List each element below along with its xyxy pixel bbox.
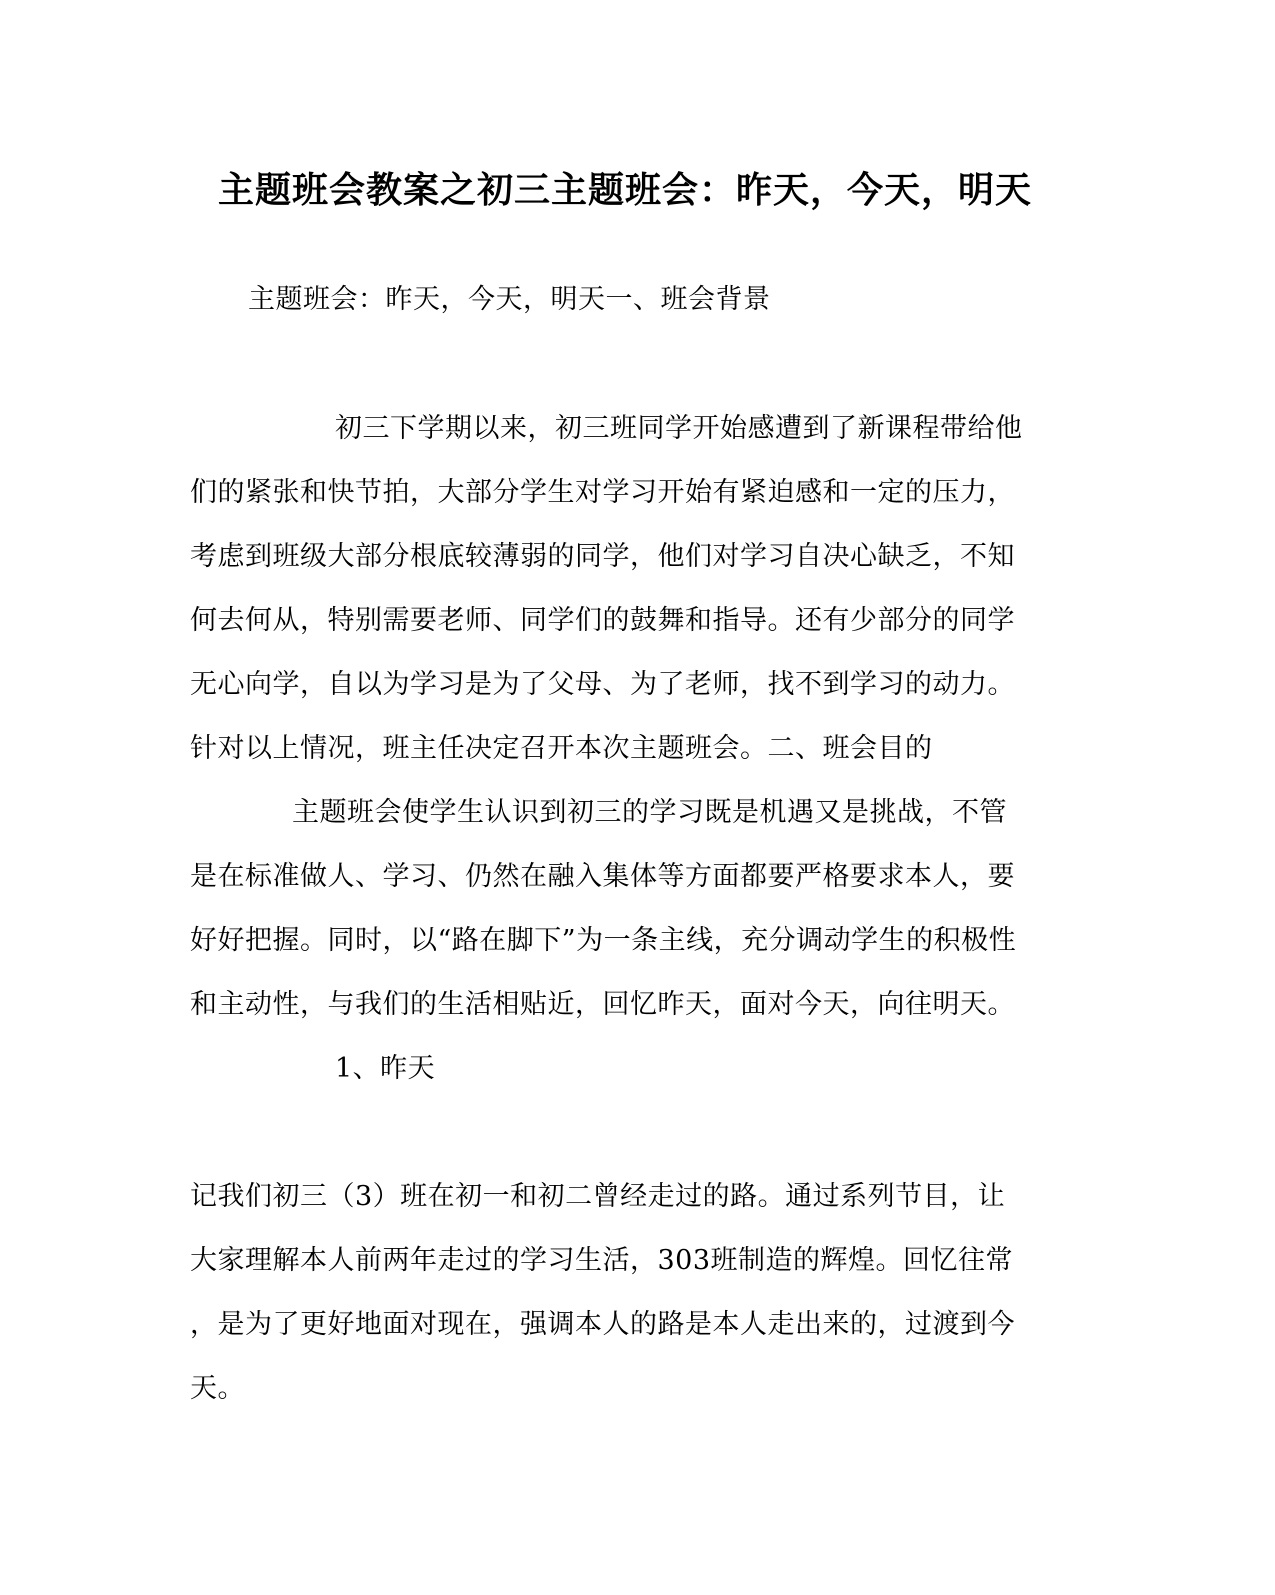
paragraph-line: 何去何从，特别需要老师、同学们的鼓舞和指导。还有少部分的同学 [190,605,1015,636]
paragraph-line: 是在标准做人、学习、仍然在融入集体等方面都要严格要求本人，要 [190,861,1015,892]
paragraph-line: 们的紧张和快节拍，大部分学生对学习开始有紧迫感和一定的压力， [190,477,1015,508]
subtitle-line: 主题班会：昨天，今天，明天一、班会背景 [248,284,771,315]
paragraph-line: 和主动性，与我们的生活相贴近，回忆昨天，面对今天，向往明天。 [190,989,1015,1020]
paragraph-line: 主题班会使学生认识到初三的学习既是机遇又是挑战，不管 [292,797,1007,828]
paragraph-line: 无心向学，自以为学习是为了父母、为了老师，找不到学习的动力。 [190,669,1015,700]
paragraph-line: 大家理解本人前两年走过的学习生活，303班制造的辉煌。回忆往常 [190,1245,1014,1276]
document-title: 主题班会教案之初三主题班会：昨天，今天，明天 [217,169,1032,211]
section-heading-yesterday: 1、昨天 [335,1053,436,1084]
paragraph-line: ，是为了更好地面对现在，强调本人的路是本人走出来的，过渡到今 [190,1309,1015,1340]
paragraph-line: 记我们初三（3）班在初一和初二曾经走过的路。通过系列节目，让 [190,1181,1006,1212]
paragraph-line: 针对以上情况，班主任决定召开本次主题班会。二、班会目的 [190,733,933,764]
paragraph-line: 初三下学期以来，初三班同学开始感遭到了新课程带给他 [335,413,1023,444]
paragraph-line: 好好把握。同时，以“路在脚下”为一条主线，充分调动学生的积极性 [190,925,1017,956]
paragraph-line: 考虑到班级大部分根底较薄弱的同学，他们对学习自决心缺乏，不知 [190,541,1015,572]
paragraph-line: 天。 [190,1373,245,1404]
